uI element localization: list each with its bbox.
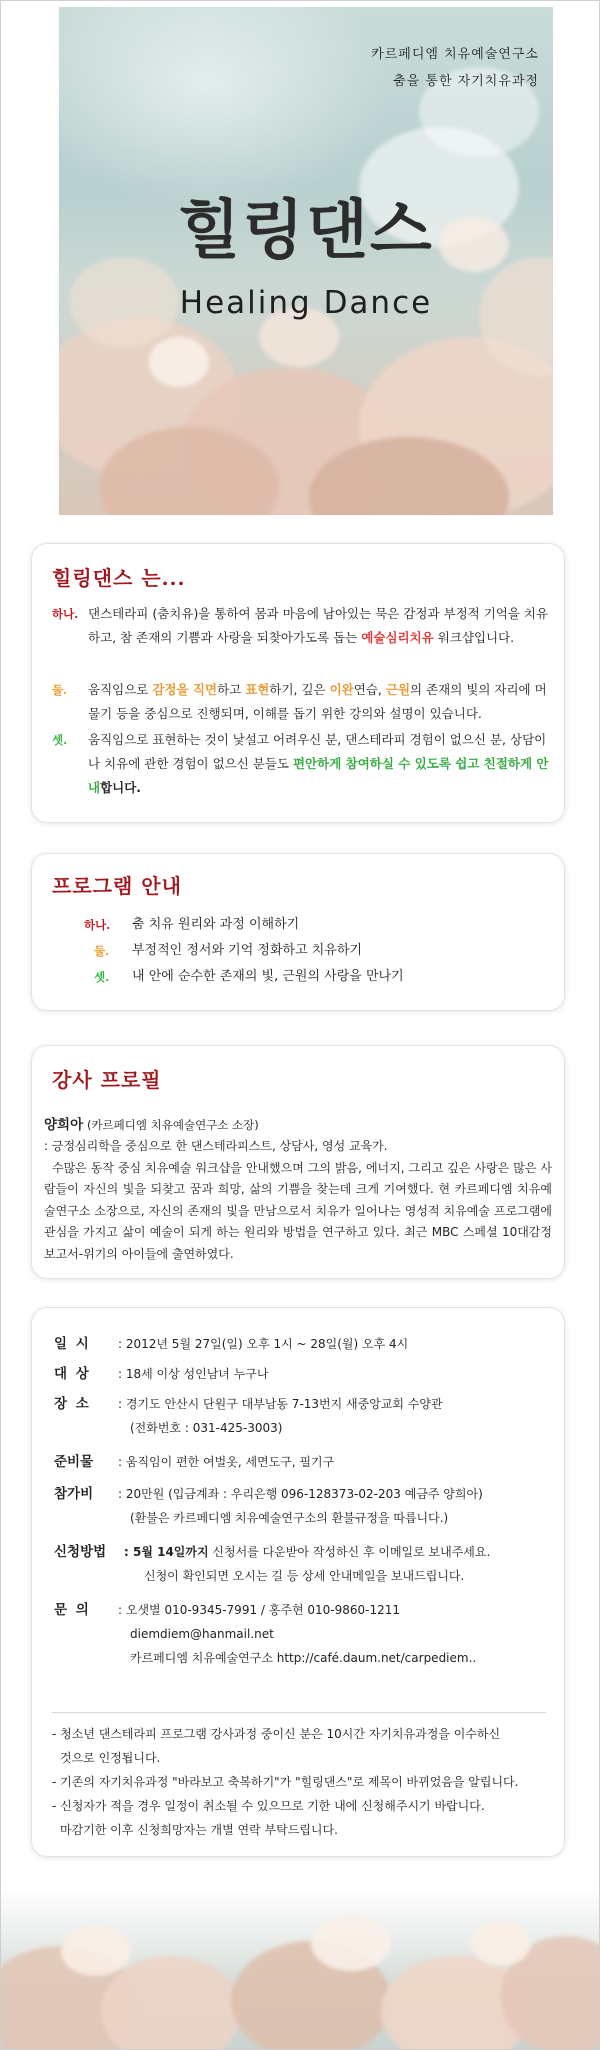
info-contact: 문 의 : 오샛별 010-9345-7991 / 홍주현 010-9860-1211 diemdiem@hanmail.net 카르페디엠 치유예술연구소 http://café.daum.net/carpediem.. xyxy=(32,1598,566,1682)
instructor-profile xyxy=(44,1114,552,1265)
instructor-affiliation: (카르페디엠 치유예술연구소 소장) xyxy=(86,1118,259,1132)
fee-refund-note: (환불은 카르페디엠 치유예술연구소의 환불규정을 따릅니다.) xyxy=(130,1511,449,1525)
program-card xyxy=(31,853,565,1011)
info-supplies: 준비물 : 움직임이 편한 여벌옷, 세면도구, 필기구 xyxy=(54,1454,335,1470)
instructor-role: : 긍정심리학을 중심으로 한 댄스테라피스트, 상담사, 영성 교육가. xyxy=(44,1139,388,1153)
about-card xyxy=(31,543,565,823)
instructor-name: 양희아 xyxy=(44,1117,84,1133)
place-phone: (전화번호 : 031-425-3003) xyxy=(130,1421,283,1435)
notice-item: 것으로 인정됩니다. xyxy=(60,1751,161,1765)
hero-banner xyxy=(59,7,553,515)
info-place: 장 소 : 경기도 안산시 단원구 대부남동 7-13번지 새중앙교회 수양관 (전화번호 : 031-425-3003) xyxy=(32,1392,566,1450)
info-apply: 신청방법 : 5월 14일까지 신청서를 다운받아 작성하신 후 이메일로 보내주세요. 신청이 확인되면 오시는 길 등 상세 안내메일을 보내드립니다. xyxy=(32,1540,566,1598)
apply-deadline: : 5월 14일까지 xyxy=(124,1545,209,1559)
instructor-title: 강사 프로필 xyxy=(52,1068,162,1092)
about-paragraph-3: 셋. 움직임으로 표현하는 것이 낯설고 어려우신 분, 댄스테라피 경험이 없으신 분, 상담이나 치유에 관한 경험이 없으신 분들도 편안하게 참여하실 수 있도록 쉽고 친절하게 안내합니다. xyxy=(32,728,552,800)
hero-subtitle xyxy=(371,41,539,95)
notice-item: - 신청자가 적을 경우 일정이 취소될 수 있으므로 기한 내에 신청해주시기 바랍니다. xyxy=(52,1799,485,1813)
divider xyxy=(52,1712,546,1713)
info-card xyxy=(31,1307,565,1857)
bullet-three: 셋. xyxy=(52,733,68,747)
bullet-two: 둘. xyxy=(52,683,68,697)
instructor-card xyxy=(31,1045,565,1279)
hero-title-english: Healing Dance xyxy=(179,285,433,321)
notice-item: - 청소년 댄스테라피 프로그램 강사과정 중이신 분은 10시간 자기치유과정을 이수하신 xyxy=(52,1727,501,1741)
about-paragraph-2: 둘. 움직임으로 감정을 직면하고 표현하기, 깊은 이완연습, 근원의 존재의 빛의 자리에 머물기 등을 중심으로 진행되며, 이해를 돕기 위한 강의와 설명이 있습니다. xyxy=(32,678,552,726)
info-fee: 참가비 : 20만원 (입금계좌 : 우리은행 096-128373-02-203 예금주 양희아) (환불은 카르페디엠 치유예술연구소의 환불규정을 따릅니다.) xyxy=(32,1482,566,1540)
instructor-bio: 수많은 동작 중심 치유예술 워크샵을 안내했으며 그의 밝음, 에너지, 그리고 깊은 사랑은 많은 사람들이 자신의 빛을 되찾고 꿈과 희망, 삶의 기쁨을 찾는데 크게 기여했다. 현 카르페디엠 치유예술연구소 소장으로, 자신의 존재의 빛을 만남으로서 치유가 일어나는 영성적 치유예술 프로그램에 관심을 가지고 삶이 예술이 되게 하는 원리와 방법을 연구하고 있다. 최근 MBC 스페셜 10대감정보고서-위기의 아이들에 출연하였다. xyxy=(44,1160,552,1261)
about-paragraph-1: 하나. 댄스테라피 (춤치유)을 통하여 몸과 마음에 남아있는 묵은 감정과 부정적 기억을 치유하고, 참 존재의 기쁨과 사랑을 되찾아가도록 돕는 예술심리치유 워크샵입니다. xyxy=(32,602,552,650)
info-date: 일 시 : 2012년 5월 27일(일) 오후 1시 ~ 28일(월) 오후 4시 xyxy=(54,1336,409,1352)
program-item: 둘. 부정적인 정서와 기억 정화하고 치유하기 xyxy=(94,943,363,958)
notice-item: 마감기한 이후 신청희망자는 개별 연락 부탁드립니다. xyxy=(60,1823,338,1837)
notice-item: - 기존의 자기치유과정 "바라보고 축복하기"가 "힐링댄스"로 제목이 바뀌었음을 알립니다. xyxy=(52,1775,519,1789)
apply-note: 신청이 확인되면 오시는 길 등 상세 안내메일을 보내드립니다. xyxy=(144,1569,465,1583)
highlight-art-therapy: 예술심리치유 xyxy=(361,630,434,645)
info-target: 대 상 : 18세 이상 성인남녀 누구나 xyxy=(54,1366,269,1382)
program-list xyxy=(32,912,566,990)
notice-list xyxy=(52,1722,562,1842)
event-details xyxy=(32,1332,566,1682)
bullet-one: 하나. xyxy=(52,607,79,621)
program-item: 셋. 내 안에 순수한 존재의 빛, 근원의 사랑을 만나기 xyxy=(94,969,404,984)
hero-title-korean: 힐링댄스 xyxy=(178,193,434,268)
program-item: 하나. 춤 치유 원리와 과정 이해하기 xyxy=(84,917,300,932)
footer-blossom-photo xyxy=(1,1886,600,2050)
program-title: 프로그램 안내 xyxy=(52,874,182,898)
hero-course: 춤을 통한 자기치유과정 xyxy=(393,74,539,89)
about-title: 힐링댄스 는... xyxy=(52,566,186,590)
contact-cafe-link[interactable]: 카르페디엠 치유예술연구소 http://café.daum.net/carpediem.. xyxy=(130,1651,477,1665)
contact-email[interactable]: diemdiem@hanmail.net xyxy=(130,1627,274,1641)
hero-org: 카르페디엠 치유예술연구소 xyxy=(371,47,539,62)
